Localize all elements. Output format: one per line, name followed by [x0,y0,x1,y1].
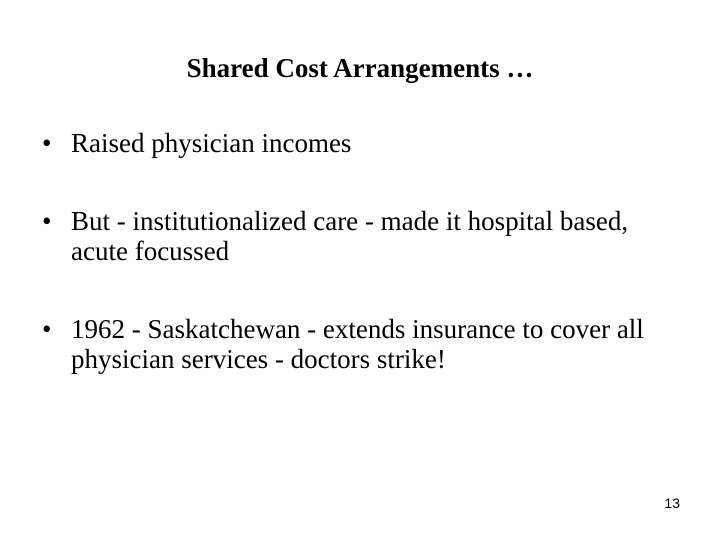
slide-title: Shared Cost Arrangements … [186,53,534,83]
bullet-text: Raised physician incomes [71,128,352,158]
bullet-item [42,128,682,158]
bullet-text: But - institutionalized care - made it hospital based, acute focussed [71,206,629,266]
bullet-item [42,314,682,374]
bullet-marker: • [42,314,52,344]
bullet-text: 1962 - Saskatchewan - extends insurance to cover all physician services - doctors strike! [71,314,644,374]
bullet-marker: • [42,206,52,236]
page-number: 13 [664,495,680,511]
bullet-item [42,206,682,266]
bullet-marker: • [42,128,52,158]
